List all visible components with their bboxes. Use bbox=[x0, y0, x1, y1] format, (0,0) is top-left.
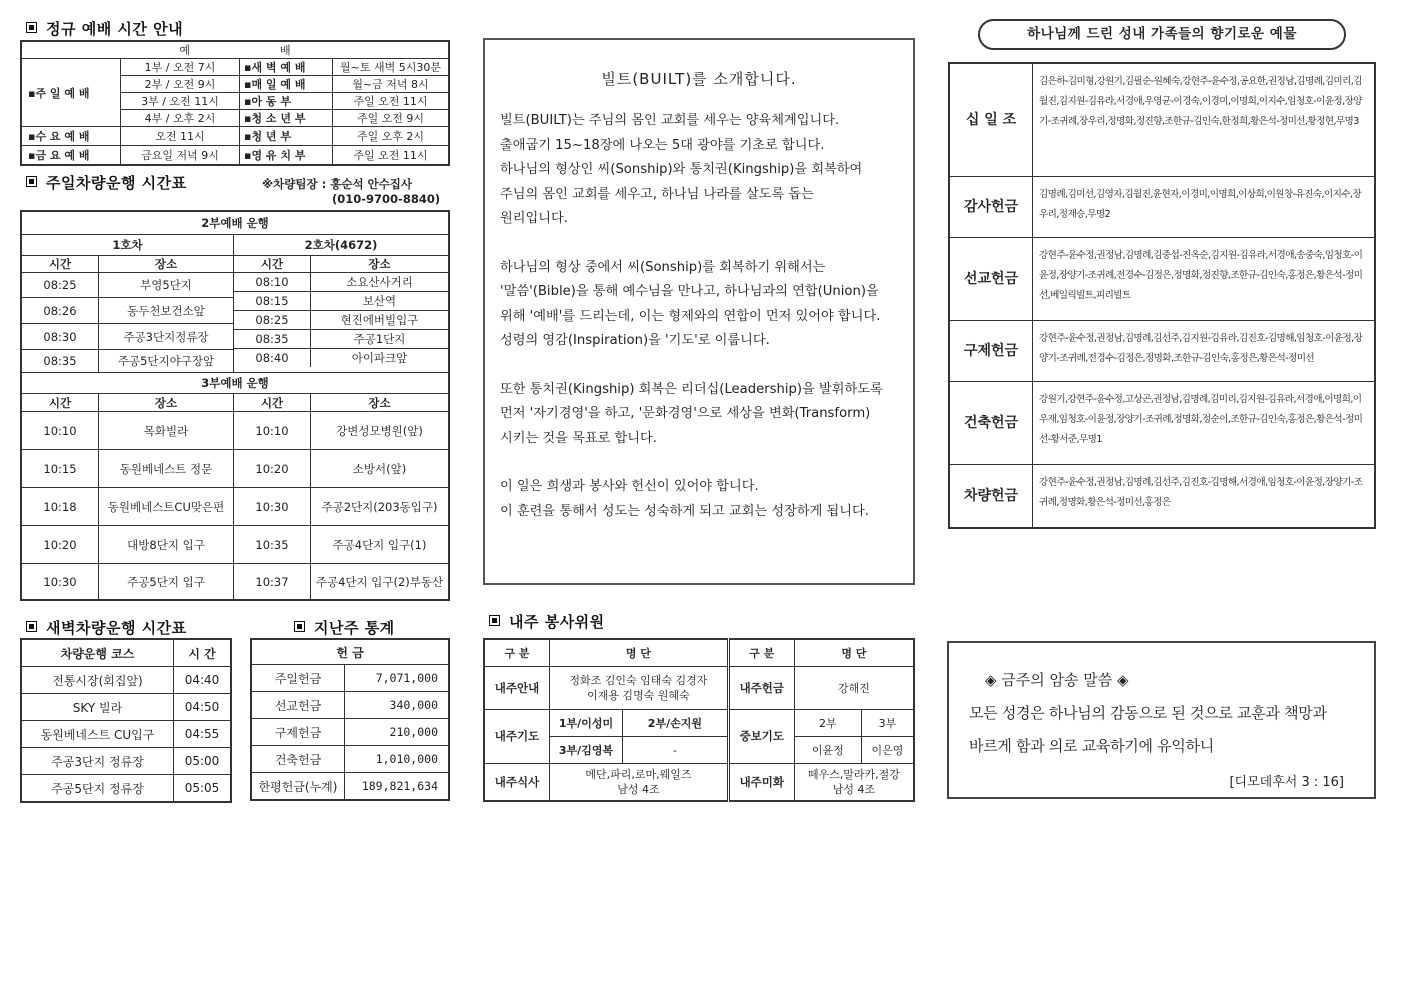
bus-stop: 소요산사거리 bbox=[311, 273, 449, 292]
car1-header: 1호차 bbox=[21, 235, 234, 256]
table-row: SKY 빌라 04:50 bbox=[21, 694, 231, 721]
bus-manager: ※차량팀장 : 홍순석 안수집사 bbox=[262, 177, 412, 191]
car2-header: 2호차(4672) bbox=[234, 235, 450, 256]
dawn-bus-section-title: 새벽차량운행 시간표 bbox=[26, 617, 187, 638]
table-row: 주일헌금 7,071,000 bbox=[251, 665, 449, 692]
sunday-bus-table: 2부예배 운행 1호차 2호차(4672) 시간 장소 시간 장소 08:25 부영5단지 08:10 소요산사거리 08:15 보산역 08:25 현진에버빌입구 08:35 주공1단지 08:40 아이파크앞 08:26 동두천보건소앞 08:30 주공3단지정류장 08:35 주공5단지야구장앞 3부예배 운행 시간 장소 시간 장소 10:10 목화빌라 10:10 강변성모병원(앞) 10:15 동원베네스트 정문 10:20 소방서(앞) 10:18 동원베네스트CU맞은편 10:30 주공2단지(203동입구) 10:20 대방8단지 입구 10:35 주공4단지 입구(1) 10:30 주공5단지 입구 10:37 주공4단지 입구(2)부동산 bbox=[20, 210, 450, 601]
square-bullet-icon bbox=[26, 621, 37, 632]
memory-verse-line: 바르게 함과 의로 교육하기에 유익하니 bbox=[969, 737, 1214, 755]
built-title: 빌트(BUILT)를 소개합니다. bbox=[601, 70, 797, 88]
memory-verse-line: 모든 성경은 하나님의 감동으로 된 것으로 교훈과 책망과 bbox=[969, 704, 1327, 722]
table-row: 한평헌금(누계) 189,821,634 bbox=[251, 773, 449, 801]
table-row: 건축헌금 강원기,강현주-윤수정,고상곤,권정남,김명례,김미리,김지원-김유라,서경애,이명희,이우재,임청호-이윤정,장양기-조귀례,정명화,정순이,조한규-김인숙,홍정은,황은석-정미선-황서준,무명1 bbox=[949, 382, 1375, 465]
table-row: 주공5단지 정류장 05:05 bbox=[21, 775, 231, 803]
table-row: 10:20 대방8단지 입구 10:35 주공4단지 입구(1) bbox=[21, 526, 449, 564]
bus-stop: 주공3단지정류장 bbox=[99, 324, 234, 350]
square-bullet-icon bbox=[294, 621, 305, 632]
bus-section-title: 주일차량운행 시간표 bbox=[26, 172, 187, 193]
square-bullet-icon bbox=[26, 22, 37, 33]
offerings-title-banner: 하나님께 드린 성내 가족들의 향기로운 예물 bbox=[978, 19, 1346, 50]
bus-stop: 동두천보건소앞 bbox=[99, 298, 234, 324]
table-row: 동원베네스트 CU입구 04:55 bbox=[21, 721, 231, 748]
table-row: 주공3단지 정류장 05:00 bbox=[21, 748, 231, 775]
built-body: 빌트(BUILT)는 주님의 몸인 교회를 세우는 양육체계입니다. 출애굽기 15~18장에 나오는 5대 광야를 기초로 합니다. 하나님의 형상인 씨(Sonship)와 통치권(Kingship)을 회복하여 주님의 몸인 교회를 세우고, 하나님 나라를 살도록 돕는 원리입니다. 하나님의 형상 중에서 씨(Sonship)를 회복하기 위해서는 '말씀'(Bible)을 통해 예수님을 만나고, 하나님과의 연합(Union)을 위해 '예배'를 드리는데, 이는 형제와의 연합이 먼저 있어야 합니다. 성령의 영감(Inspiration)을 '기도'로 이룹니다. 또한 통치권(Kingship) 회복은 리더십(Leadership)을 발휘하도록 먼저 '자기경영'을 하고, '문화경영'으로 세상을 변화(Transform) 시키는 것을 목표로 합니다. 이 일은 희생과 봉사와 헌신이 있어야 합니다. 이 훈련을 통해서 성도는 성숙하게 되고 교회는 성장하게 됩니다. bbox=[500, 113, 883, 519]
service-section-title: 내주 봉사위원 bbox=[489, 611, 605, 632]
table-row: 10:10 목화빌라 10:10 강변성모병원(앞) bbox=[21, 412, 449, 450]
memory-verse-box bbox=[947, 641, 1376, 799]
sunday-service-time: 3부 / 오전 11시 bbox=[121, 93, 240, 110]
bus-stop: 현진에버빌입구 bbox=[311, 311, 449, 330]
memory-verse-reference: [디모데후서 3 : 16] bbox=[1229, 775, 1344, 790]
offering-stats-table: 헌 금 주일헌금 7,071,000 선교헌금 340,000 구제헌금 210,000 건축헌금 1,010,000 한평헌금(누계) 189,821,634 bbox=[250, 638, 450, 801]
table-row: 차량헌금 강현주-윤수정,권정남,김명례,김선주,김진호-김명해,서경애,임청호-이윤정,장양기-조귀례,정명화,황은석-정미선,홍정은 bbox=[949, 465, 1375, 529]
bus-stop: 아이파크앞 bbox=[311, 349, 449, 368]
bus-stop: 주공1단지 bbox=[311, 330, 449, 349]
built-intro-box bbox=[483, 38, 915, 585]
worship-section-title: 정규 예배 시간 안내 bbox=[26, 18, 183, 39]
dawn-bus-table: 차량운행 코스 시 간 전통시장(회집앞) 04:40 SKY 빌라 04:50 동원베네스트 CU입구 04:55 주공3단지 정류장 05:00 주공5단지 정류장 05:05 bbox=[20, 638, 232, 803]
table-row: 십 일 조 김은하-김미형,강원기,김필순-원혜숙,강현주-윤수정,공요한,권정남,김명례,김미리,김월진,김지원-김유라,서경애,우영균-이경숙,이경미,이명희,이지수,임청호-이윤정,장양기-조귀례,장우리,정명화,정진향,조한규-김인숙,한정희,황은석-정미선,황정현,무명3 bbox=[949, 63, 1375, 177]
stats-section-title: 지난주 통계 bbox=[294, 617, 395, 638]
service3-bus-header: 3부예배 운행 bbox=[21, 373, 449, 394]
table-row: 10:15 동원베네스트 정문 10:20 소방서(앞) bbox=[21, 450, 449, 488]
table-row: 선교헌금 340,000 bbox=[251, 692, 449, 719]
bus-stop: 주공5단지야구장앞 bbox=[99, 350, 234, 373]
car2-stops: 08:10 소요산사거리 08:15 보산역 08:25 현진에버빌입구 08:35 주공1단지 08:40 아이파크앞 bbox=[234, 273, 448, 367]
sunday-service-time: 4부 / 오후 2시 bbox=[121, 110, 240, 127]
service2-bus-header: 2부예배 운행 bbox=[21, 211, 449, 235]
table-row: 구제헌금 강현주-윤수정,권정남,김명례,김선주,김지원-김유라,김진호-김명해,임청호-이윤정,장양기-조귀례,전경수-김정은,정명화,조한규-김인숙,홍정은,황은석-정미선 bbox=[949, 321, 1375, 382]
bus-stop: 보산역 bbox=[311, 292, 449, 311]
table-row: 구제헌금 210,000 bbox=[251, 719, 449, 746]
table-row: 건축헌금 1,010,000 bbox=[251, 746, 449, 773]
memory-verse-title: ◈ 금주의 암송 말씀 ◈ bbox=[985, 671, 1129, 689]
sunday-service-label: 주 일 예 배 bbox=[35, 86, 90, 100]
table-row: 감사헌금 김명례,김미선,김영자,김월진,윤현자,이경미,이명희,이상희,이원창-유진숙,이지수,장우리,정재승,무명2 bbox=[949, 177, 1375, 238]
table-row: 10:30 주공5단지 입구 10:37 주공4단지 입구(2)부동산 bbox=[21, 564, 449, 601]
service-volunteers-table: 구 분 명 단 구 분 명 단 내주안내 정화조 김인숙 임태숙 김경자 이재용 김명숙 원혜숙 내주헌금 강해진 내주기도 1부/이성미 2부/손지원 중보기도 2부 3부 3부/김영복 - 이윤정 이은영 내주식사 메단,파리,로마,웨일즈 남성 4조 내주미화 떼우스,말라카,절강 남성 4조 bbox=[483, 638, 915, 802]
square-bullet-icon bbox=[26, 176, 37, 187]
square-bullet-icon bbox=[489, 615, 500, 626]
offerings-table bbox=[948, 62, 1376, 529]
sunday-service-time: 2부 / 오전 9시 bbox=[121, 76, 240, 93]
table-row: 선교헌금 강현주-윤수정,권정남,김명례,김중섭-진옥순,김지원-김유라,서경애,송중숙,임청호-이윤정,장양기-조귀례,전경수-김정은,정명화,정진향,조한규-김인숙,홍정은,황은석-정미선,베일릭빌트,피리빌트 bbox=[949, 238, 1375, 321]
table-row: 전통시장(회집앞) 04:40 bbox=[21, 667, 231, 694]
table-row: 10:18 동원베네스트CU맞은편 10:30 주공2단지(203동입구) bbox=[21, 488, 449, 526]
bus-manager-phone: (010-9700-8840) bbox=[332, 192, 441, 206]
bus-stop: 부영5단지 bbox=[99, 273, 234, 298]
worship-schedule-table: 예 배 ▪주 일 예 배 1부 / 오전 7시 ▪새 벽 예 배 월~토 새벽 5시30분 2부 / 오전 9시 ▪매 일 예 배 월~금 저녁 8시 3부 / 오전 11시 ▪아 동 부 주일 오전 11시 4부 / 오후 2시 ▪청 소 년 부 주일 오전 9시 ▪수 요 예 배 오전 11시 ▪청 년 부 주일 오후 2시 ▪금 요 예 배 금요일 저녁 9시 ▪영 유 치 부 주일 오전 11시 bbox=[20, 40, 450, 166]
sunday-service-time: 1부 / 오전 7시 bbox=[121, 59, 240, 76]
